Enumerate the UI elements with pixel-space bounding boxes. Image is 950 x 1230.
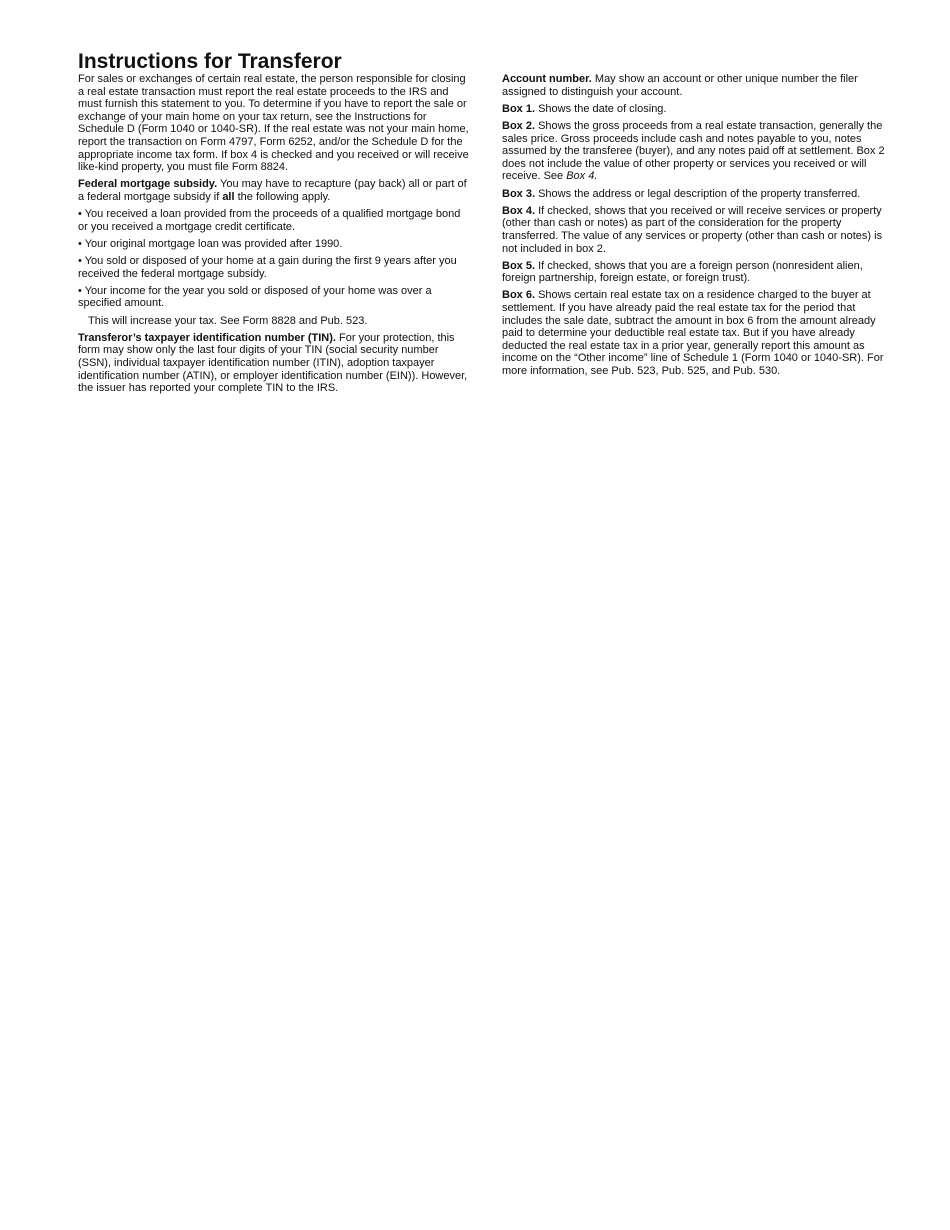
mortgage-subsidy-paragraph bbox=[78, 178, 470, 203]
box3-paragraph bbox=[502, 188, 888, 201]
account-number-paragraph bbox=[502, 73, 888, 98]
box6-paragraph bbox=[502, 289, 888, 377]
increase-tax-note: This will increase your tax. See Form 8828 and Pub. 523. bbox=[88, 314, 368, 327]
tin-text: For your protection, this form may show only the last four digits of your TIN (social security number (SSN), individual taxpayer identification number (ITIN), adoption taxpayer identification number (ATIN), or employer identification number (EIN)). However, the issuer has reported your complete TIN to the IRS. bbox=[78, 331, 468, 395]
box4-text: If checked, shows that you received or will receive services or property (other than cash or notes) as part of the consideration for the property transferred. The value of any services or property (other than cash or notes) is not included in box 2. bbox=[502, 204, 883, 255]
box6-heading: Box 6. bbox=[502, 289, 536, 302]
intro-paragraph: For sales or exchanges of certain real estate, the person responsible for closing a real estate transaction must report the real estate proceeds to the IRS and must furnish this statement to you. To determine if you have to report the sale or exchange of your main home on your tax return, see the Instructions for Schedule D (Form 1040 or 1040-SR). If the real estate was not your main home, report the transaction on Form 4797, Form 6252, and/or the Schedule D for the appropriate income tax form. If box 4 is checked and you received or will receive like-kind property, you must file Form 8824. bbox=[78, 73, 469, 174]
mortgage-subsidy-text: You may have to recapture (pay back) all or part of a federal mortgage subsidy if bbox=[78, 178, 467, 203]
bullet-item: • You received a loan provided from the proceeds of a qualified mortgage bond or you received a mortgage credit certificate. bbox=[78, 208, 461, 233]
box2-reference: Box 4. bbox=[566, 170, 598, 183]
box2-text: Shows the gross proceeds from a real estate transaction, generally the sales price. Gross proceeds include cash and notes payable to you, notes assumed by the transferee (buyer), and any notes paid off at settlement. Box 2 does not include the value of other property or services you received or will receive. See bbox=[502, 119, 885, 183]
mortgage-subsidy-heading: Federal mortgage subsidy. bbox=[78, 178, 218, 191]
box5-heading: Box 5. bbox=[502, 259, 536, 272]
tin-paragraph bbox=[78, 332, 470, 395]
box5-paragraph bbox=[502, 260, 888, 285]
box1-paragraph bbox=[502, 103, 888, 116]
box6-text: Shows certain real estate tax on a residence charged to the buyer at settlement. If you have already paid the real estate tax for the period that includes the sale date, subtract the amount in box 6 from the amount already paid to determine your deductible real estate tax. But if you have already deducted the real estate tax in a prior year, generally report this amount as income on the “Other income” line of Schedule 1 (Form 1040 or 1040-SR). For more information, see Pub. 523, Pub. 525, and Pub. 530. bbox=[502, 289, 884, 378]
bullet-item: • You sold or disposed of your home at a gain during the first 9 years after you received the federal mortgage subsidy. bbox=[78, 255, 457, 280]
box1-heading: Box 1. bbox=[502, 102, 536, 115]
account-number-text: May show an account or other unique number the filer assigned to distinguish your account. bbox=[502, 73, 858, 98]
mortgage-subsidy-text-end: the following apply. bbox=[234, 190, 331, 203]
right-column bbox=[502, 73, 888, 382]
box2-heading: Box 2. bbox=[502, 119, 536, 132]
mortgage-subsidy-emphasis: all bbox=[222, 190, 235, 203]
bullet-item: • Your original mortgage loan was provided after 1990. bbox=[78, 237, 343, 250]
box1-text: Shows the date of closing. bbox=[535, 102, 667, 115]
bullet-item: • Your income for the year you sold or disposed of your home was over a specified amount. bbox=[78, 284, 432, 310]
box3-heading: Box 3. bbox=[502, 187, 536, 200]
tin-heading: Transferor’s taxpayer identification number (TIN). bbox=[78, 331, 336, 344]
box4-heading: Box 4. bbox=[502, 204, 536, 217]
box3-text: Shows the address or legal description of the property transferred. bbox=[535, 187, 861, 200]
account-number-heading: Account number. bbox=[502, 73, 592, 85]
left-column bbox=[78, 73, 470, 399]
page-title: Instructions for Transferor bbox=[78, 50, 342, 73]
box4-paragraph bbox=[502, 205, 888, 255]
box2-paragraph bbox=[502, 120, 888, 183]
box5-text: If checked, shows that you are a foreign person (nonresident alien, foreign partnership, foreign estate, or foreign trust). bbox=[502, 259, 863, 285]
